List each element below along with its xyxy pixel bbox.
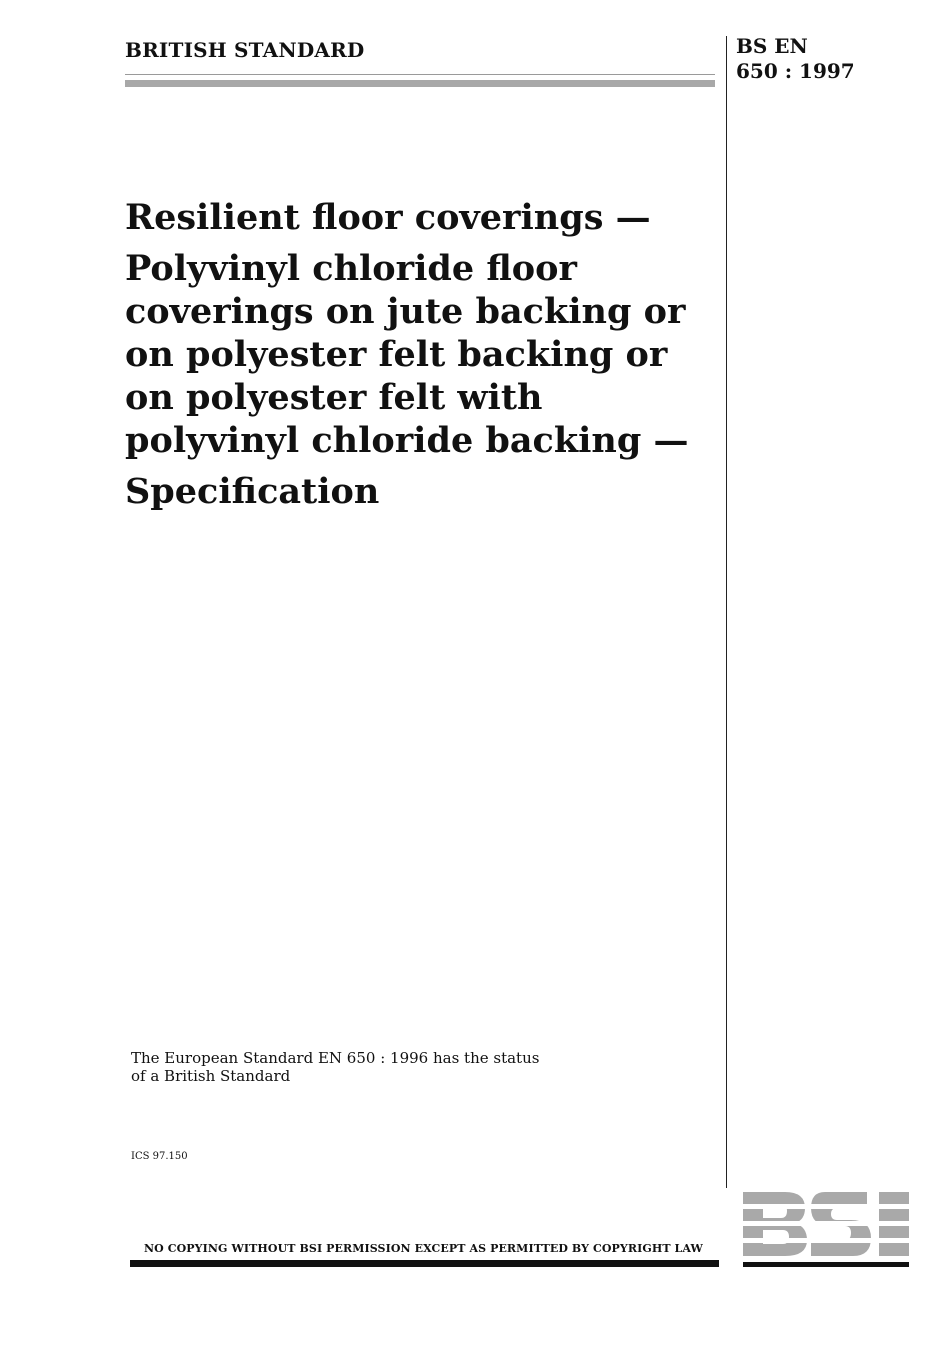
document-title (125, 196, 720, 521)
header-rule-thick (125, 80, 715, 87)
footer-rule (130, 1260, 719, 1267)
standard-number-line1: BS EN (736, 34, 808, 58)
copyright-notice: NO COPYING WITHOUT BSI PERMISSION EXCEPT AS PERMITTED BY COPYRIGHT LAW (144, 1242, 703, 1255)
standard-number (736, 34, 855, 84)
ics-code: ICS 97.150 (131, 1151, 188, 1162)
title-part-3: Specification (125, 471, 380, 512)
bsi-logo (743, 1192, 909, 1256)
vertical-divider (726, 36, 727, 1188)
title-part-1: Resilient floor coverings — (125, 197, 651, 238)
status-note: The European Standard EN 650 : 1996 has the status of a British Standard (131, 1049, 540, 1085)
header-rule-thin (125, 74, 715, 75)
logo-underline (743, 1262, 909, 1267)
header-label: BRITISH STANDARD (125, 38, 365, 62)
standard-number-line2: 650 : 1997 (736, 59, 855, 83)
title-part-2: Polyvinyl chloride floor coverings on jute backing or on polyester felt backing or on polyester felt with polyvinyl chloride backing — (125, 248, 689, 461)
